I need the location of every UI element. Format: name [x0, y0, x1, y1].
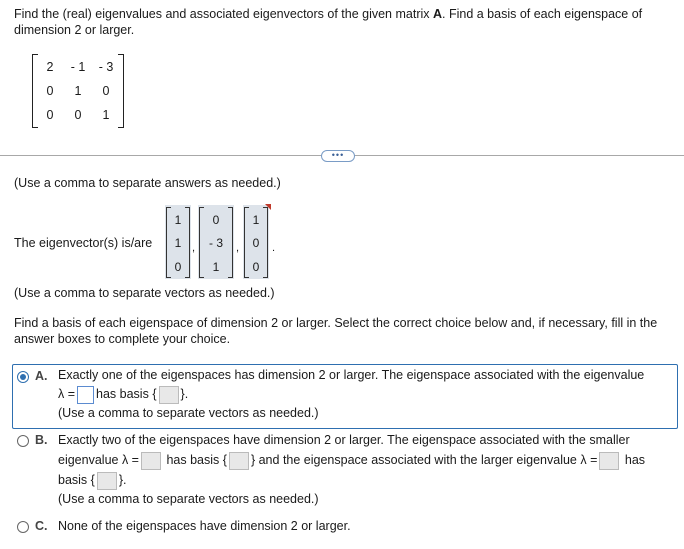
choice-b-line3: basis { }. [58, 471, 127, 490]
matrix-cell: 0 [74, 108, 82, 122]
choice-c-letter: C. [35, 519, 48, 533]
matrix-cell: 0 [46, 84, 54, 98]
choice-b-has: has [624, 453, 646, 467]
choice-b-radio[interactable] [17, 435, 29, 447]
choice-b-smaller-basis-set: { } [223, 451, 255, 470]
choice-c-text: None of the eigenspaces have dimension 2 or larger. [58, 519, 351, 533]
question-part1: Find the (real) eigenvalues and associated eigenvectors of the given matrix [14, 7, 433, 21]
choice-a-has-basis: has basis [96, 387, 149, 401]
choice-a-lambda: λ = [58, 387, 76, 401]
vector-entry: 0 [252, 260, 260, 274]
eigenvector-label: The eigenvector(s) is/are [14, 236, 153, 250]
choice-a-basis-input[interactable] [159, 386, 179, 404]
choice-a-hint: (Use a comma to separate vectors as needed.) [58, 406, 319, 420]
choice-a-radio[interactable] [17, 371, 29, 383]
vector-entry: 1 [174, 236, 182, 250]
matrix-a [32, 54, 124, 128]
choice-b-hint: (Use a comma to separate vectors as needed.) [58, 492, 319, 506]
matrix-cell: 1 [102, 108, 110, 122]
vector-comma: , [236, 242, 240, 254]
matrix-cell: 0 [102, 84, 110, 98]
vector-entry: 0 [174, 260, 182, 274]
vector-entry: 1 [212, 260, 220, 274]
choice-b-larger-basis-input[interactable] [97, 472, 117, 490]
incorrect-flag-icon [265, 204, 271, 210]
choice-b-line1: Exactly two of the eigenspaces have dimension 2 or larger. The eigenspace associated with the smaller [58, 433, 630, 447]
matrix-cell: 2 [46, 60, 54, 74]
choice-b-line2 [58, 451, 645, 470]
vector-entry: 0 [252, 236, 260, 250]
matrix-name: A [432, 7, 443, 21]
choice-a-line2: λ = has basis { }. [58, 385, 188, 404]
choice-b-larger-basis-set: { } [91, 471, 123, 490]
vector-comma: , [192, 242, 196, 254]
matrix-cell: - 3 [98, 60, 114, 74]
matrix-cell: 0 [46, 108, 54, 122]
question-text [14, 7, 674, 38]
eigenvector-answer-1[interactable] [165, 205, 191, 279]
vector-period: . [272, 242, 276, 254]
vector-entry: - 3 [208, 236, 223, 250]
vector-entry: 0 [212, 213, 220, 227]
choice-b-larger-eigenvalue-input[interactable] [599, 452, 619, 470]
vector-entry: 1 [252, 213, 260, 227]
choice-a-eigenvalue-input[interactable] [77, 386, 94, 404]
choice-a-line1: Exactly one of the eigenspaces has dimension 2 or larger. The eigenspace associated with the eigenvalue [58, 368, 645, 382]
more-button[interactable]: ••• [321, 150, 355, 162]
eigenvector-answer-2[interactable] [198, 205, 234, 279]
choice-b-smaller-lambda: eigenvalue λ = [58, 453, 139, 467]
choice-b-basis-label: basis [58, 473, 88, 487]
basis-prompt: Find a basis of each eigenspace of dimension 2 or larger. Select the correct choice below and, if necessary, fill in the answer boxes to complete your choice. [14, 316, 658, 346]
matrix-cell: - 1 [70, 60, 86, 74]
choice-b-smaller-basis-input[interactable] [229, 452, 249, 470]
matrix-cell: 1 [74, 84, 82, 98]
choice-a-letter: A. [35, 369, 48, 383]
vector-entry: 1 [174, 213, 182, 227]
choice-c-radio[interactable] [17, 521, 29, 533]
hint-vectors: (Use a comma to separate vectors as needed.) [14, 286, 275, 300]
question-part2: . Find a basis of each eigenspace of dimension 2 or larger. [14, 7, 643, 37]
choice-b-smaller-eigenvalue-input[interactable] [141, 452, 161, 470]
choice-b-letter: B. [35, 433, 48, 447]
eigenvector-answer-3[interactable] [243, 205, 269, 279]
hint-top: (Use a comma to separate answers as needed.) [14, 176, 281, 190]
choice-a-basis-set: { } [152, 385, 184, 404]
choice-b-larger-lambda: and the eigenspace associated with the larger eigenvalue λ = [258, 453, 598, 467]
choice-b-has-basis: has basis [166, 453, 220, 467]
